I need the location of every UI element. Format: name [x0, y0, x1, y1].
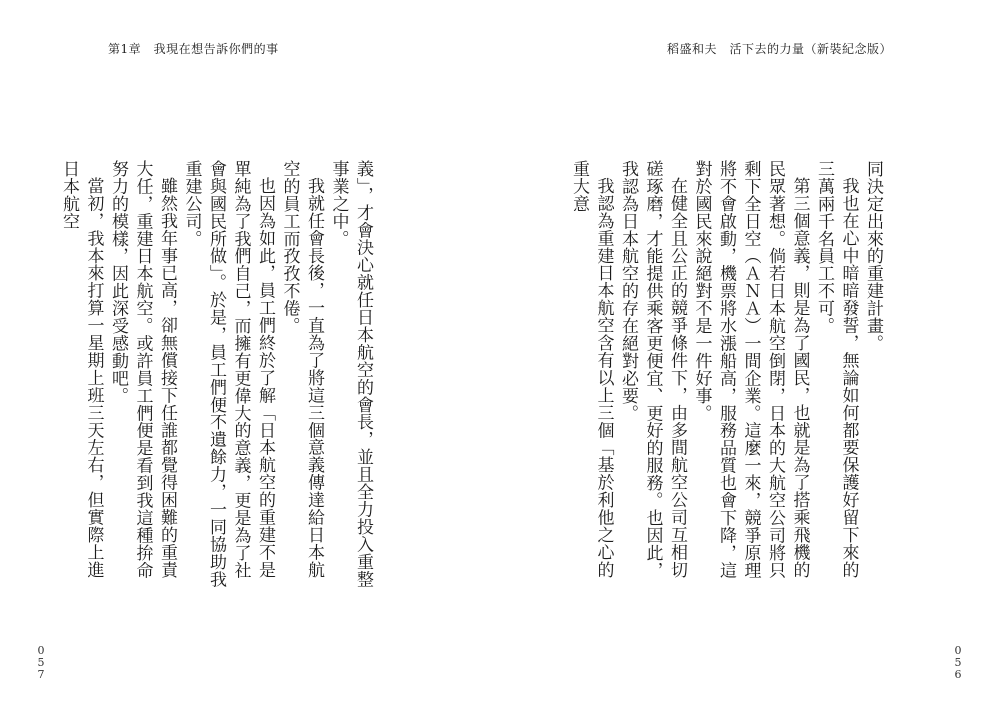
paragraph: 當初，我本來打算一星期上班三天左右，但實際上進日本航空: [59, 160, 104, 579]
page-number-digit: 5: [954, 656, 962, 669]
page-number-digit: 5: [37, 656, 45, 669]
page-number-digit: 7: [37, 668, 45, 681]
paragraph: 同決定出來的重建計畫。: [863, 160, 883, 352]
right-page-body: [567, 160, 886, 590]
paragraph: 我認為重建日本航空含有以上三個「基於利他之心的重大意: [569, 160, 614, 579]
paragraph: 也因為如此，員工們終於了解「日本航空的重建不是單純為了我們自己，而擁有更偉大的意義，更是為了社會與國民所做」。於是，員工們便不遺餘力，一同協助我重建公司。: [181, 160, 275, 588]
paragraph: 我也在心中暗暗發誓，無論如何都要保護好留下來的三萬兩千名員工不可。: [814, 160, 859, 579]
running-header-book-title: 稻盛和夫 活下去的力量（新裝紀念版）: [666, 42, 892, 56]
left-page-body: [57, 160, 376, 590]
paragraph: 我就任會長後，一直為了將這三個意義傳達給日本航空的員工而孜孜不倦。: [279, 160, 324, 579]
page-number-digit: 0: [954, 644, 962, 657]
page-number-left: [35, 645, 47, 681]
paragraph: 義」，才會決心就任日本航空的會長，並且全力投入重整事業之中。: [328, 160, 373, 588]
page-number-digit: 6: [954, 668, 962, 681]
page-number-right: [952, 645, 964, 681]
paragraph: 在健全且公正的競爭條件下，由多間航空公司互相切磋琢磨，才能提供乘客更便宜、更好的服務。也因此，我認為日本航空的存在絕對必要。: [618, 160, 687, 579]
paragraph: 雖然我年事已高，卻無償接下任誰都覺得困難的重責大任，重建日本航空。或許員工們便是看到我這種拚命努力的模樣，因此深受感動吧。: [108, 160, 177, 579]
paragraph: 第三個意義，則是為了國民，也就是為了搭乘飛機的民眾著想。倘若日本航空倒閉，日本的大航空公司將只剩下全日空（ＡＮＡ）一間企業。這麼一來，競爭原理將不會啟動，機票將水漲船高，服務品質也會下降，這對於國民來說絕對不是一件好事。: [691, 160, 810, 579]
running-header-chapter-title: 第1章 我現在想告訴你們的事: [108, 42, 279, 56]
page-number-digit: 0: [37, 644, 45, 657]
